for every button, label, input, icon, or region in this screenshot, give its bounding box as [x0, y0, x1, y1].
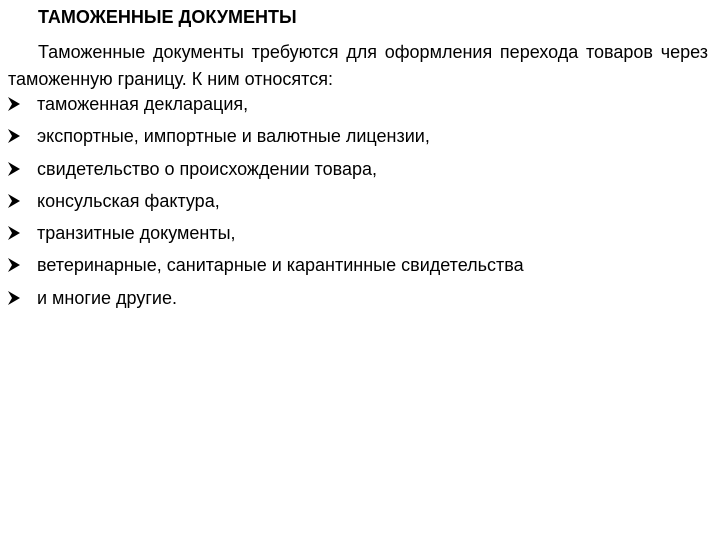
document-list	[0, 93, 700, 319]
arrowhead-bullet-icon	[7, 290, 21, 306]
list-item	[0, 93, 700, 125]
list-item	[0, 125, 700, 157]
list-item-text: экспортные, импортные и валютные лицензии,	[37, 126, 430, 147]
arrowhead-bullet-icon	[7, 257, 21, 273]
list-item	[0, 190, 700, 222]
list-item-text: ветеринарные, санитарные и карантинные свидетельства	[37, 255, 524, 276]
list-item-text: консульская фактура,	[37, 190, 220, 211]
list-item	[0, 158, 700, 190]
list-item	[0, 222, 700, 254]
arrowhead-bullet-icon	[7, 96, 21, 112]
list-item-text: и многие другие.	[37, 287, 177, 308]
list-item-text: таможенная декларация,	[37, 94, 249, 114]
list-item-text: транзитные документы,	[37, 223, 236, 244]
list-item	[0, 287, 700, 319]
intro-paragraph: Таможенные документы требуются для оформления перехода товаров через таможенную границу. К ним относятся:	[8, 42, 708, 89]
list-item	[0, 254, 700, 286]
page-title: ТАМОЖЕННЫЕ ДОКУМЕНТЫ	[38, 7, 297, 27]
arrowhead-bullet-icon	[7, 161, 21, 177]
arrowhead-bullet-icon	[7, 225, 21, 241]
arrowhead-bullet-icon	[7, 128, 21, 144]
arrowhead-bullet-icon	[7, 193, 21, 209]
list-item-text: свидетельство о происхождении товара,	[37, 158, 377, 179]
